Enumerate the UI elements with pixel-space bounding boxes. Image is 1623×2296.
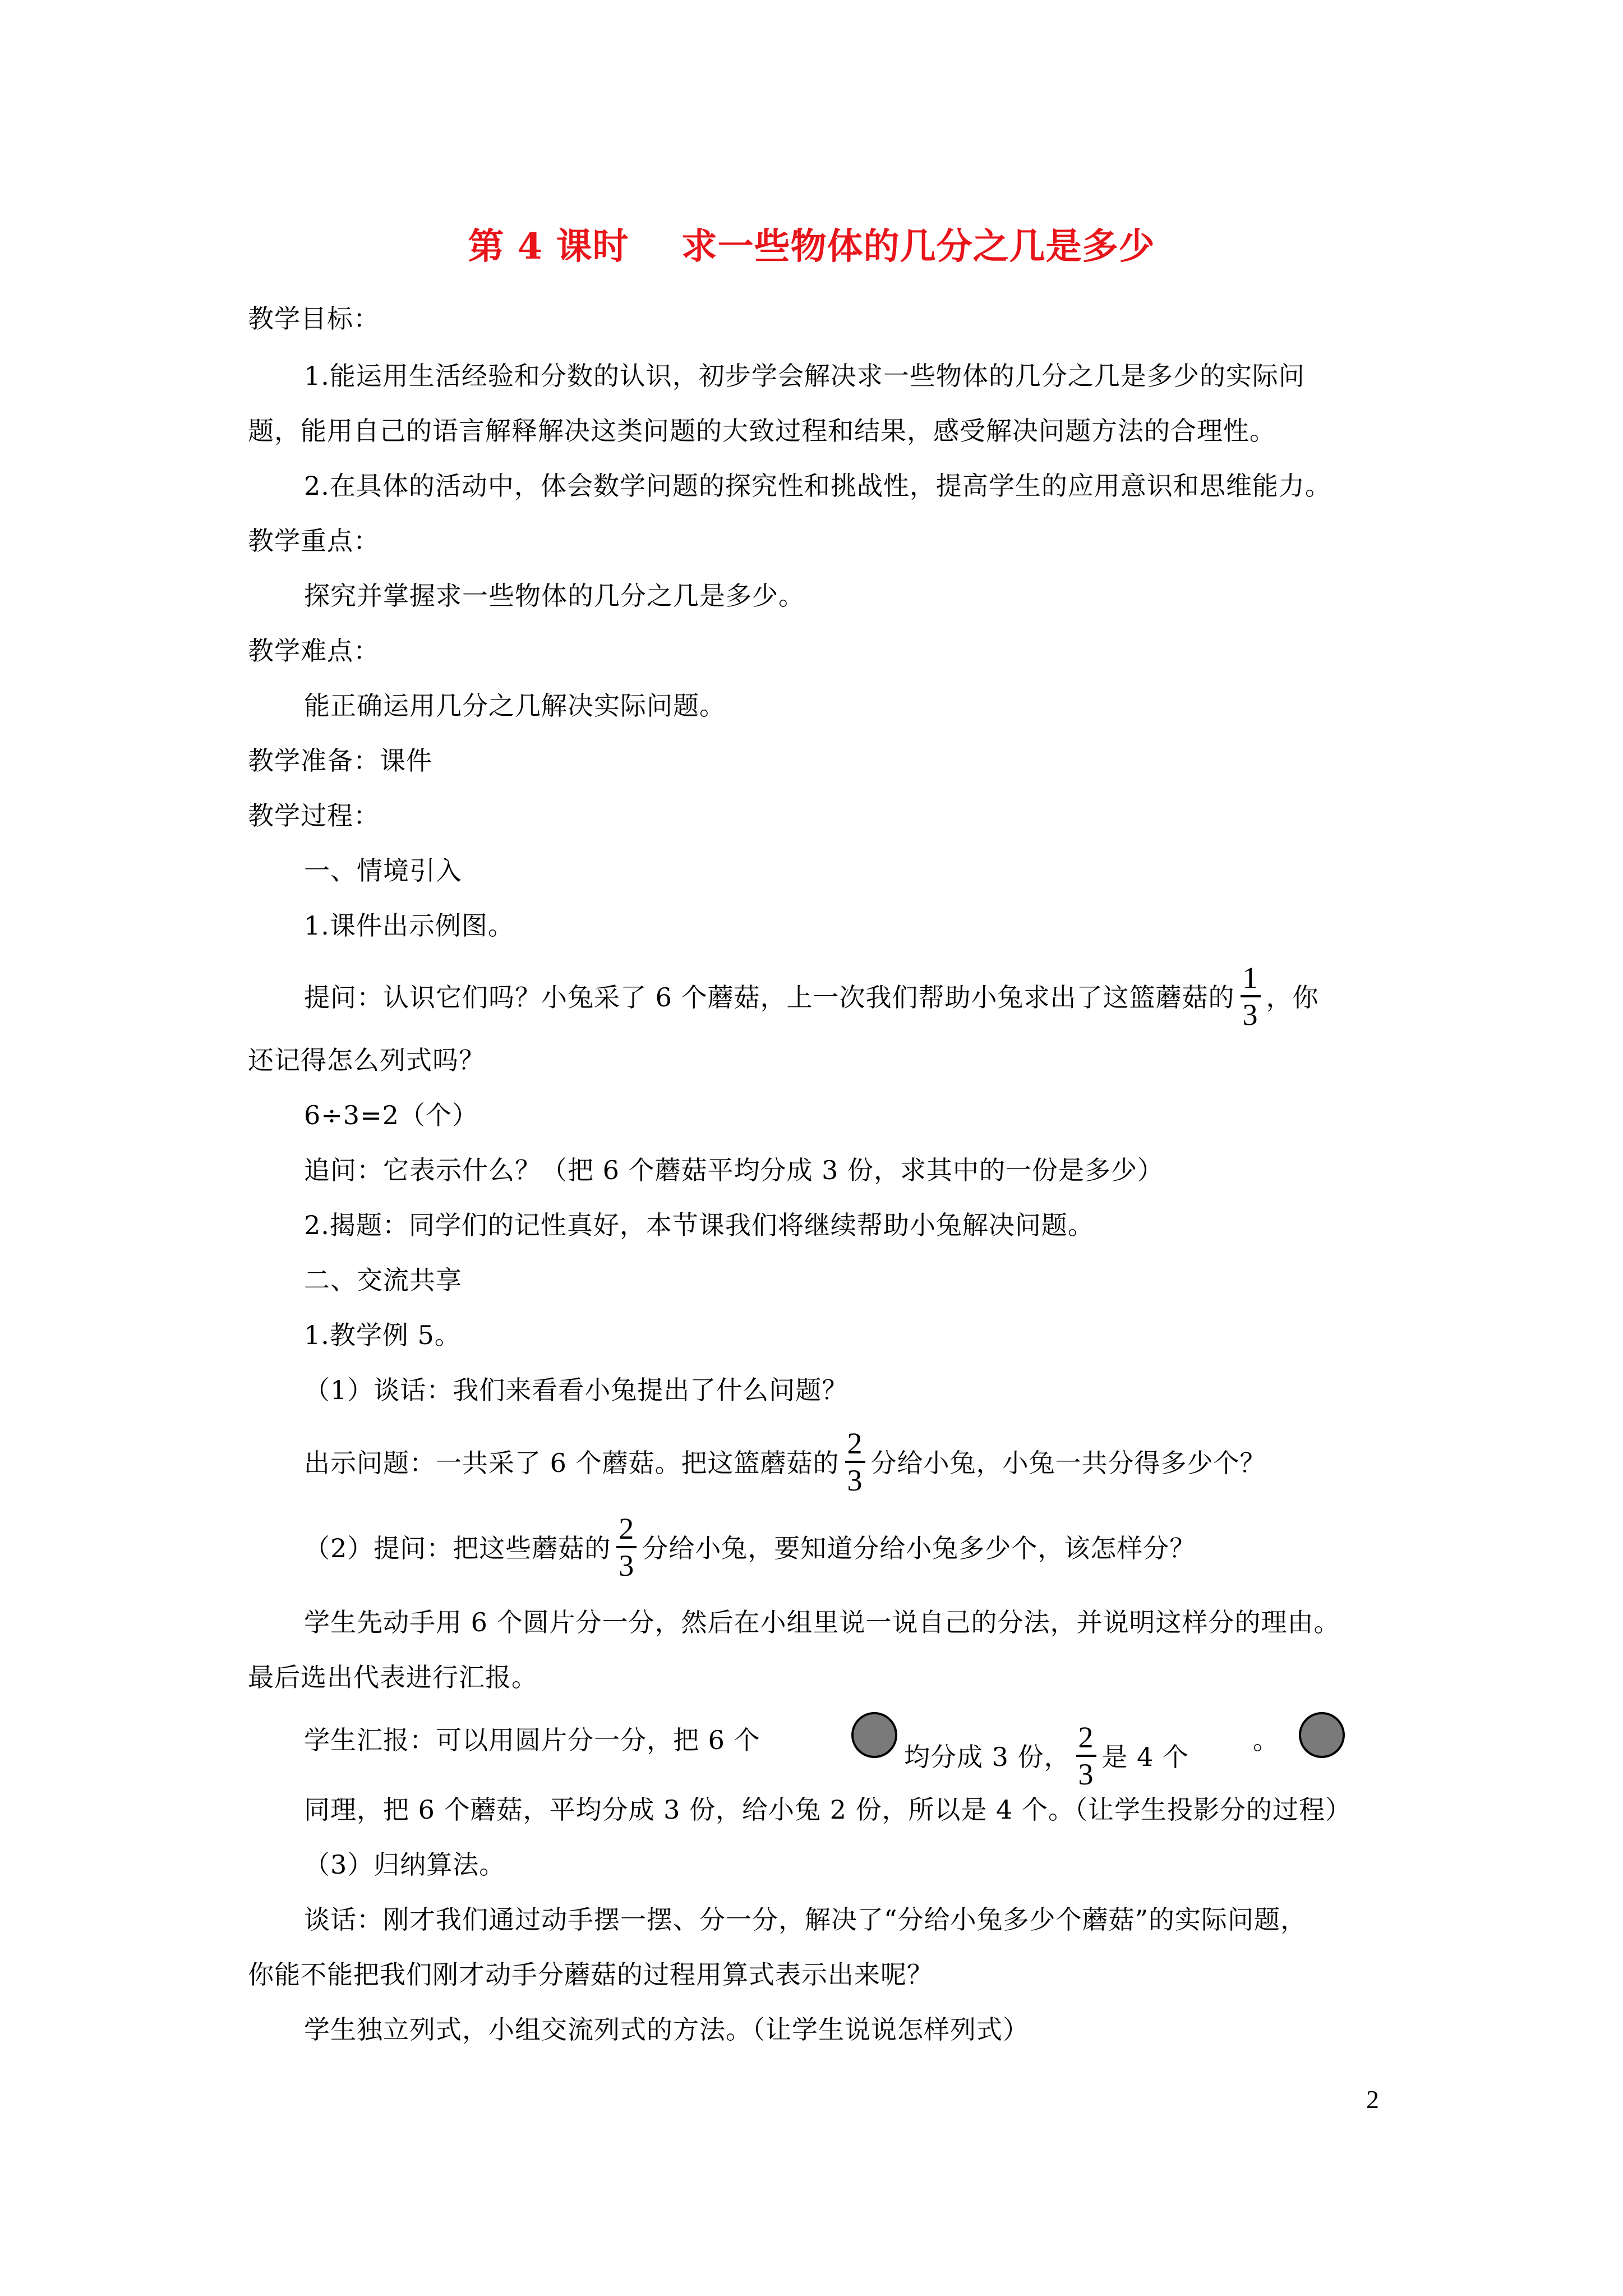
fraction-denominator: 3 [1242,998,1258,1032]
section-2-report [304,1723,760,1757]
page-title: 第 4 课时 求一些物体的几分之几是多少 [468,226,1155,268]
report-text-a: 学生汇报：可以用圆片分一分，把 6 个 [304,1725,760,1755]
fraction-numerator: 2 [1076,1720,1096,1757]
difficulties-text: 能正确运用几分之几解决实际问题。 [304,691,726,721]
objective-2: 2.在具体的活动中，体会数学问题的探究性和挑战性，提高学生的应用意识和思维能力。 [304,471,1331,501]
section-2-summary: （3）归纳算法。 [304,1849,506,1880]
question-text-b: ，你 [1266,982,1319,1013]
section-2-talk: （1）谈话：我们来看看小兔提出了什么问题？ [304,1375,849,1405]
section-2-item-1: 1.教学例 5。 [304,1320,461,1350]
fraction-denominator: 3 [1078,1757,1094,1791]
fraction-numerator: 1 [1241,960,1261,997]
preparation: 教学准备：课件 [248,746,432,776]
ask-text-a: （2）提问：把这些蘑菇的 [304,1533,611,1563]
ask-text-b: 分给小兔，要知道分给小兔多少个，该怎样分？ [642,1533,1196,1563]
question-text-a: 提问：认识它们吗？小兔采了 6 个蘑菇，上一次我们帮助小兔求出了这篮蘑菇的 [304,982,1235,1013]
fraction-numerator: 2 [616,1511,637,1548]
section-1-question-continued: 还记得怎么列式吗？ [248,1045,485,1075]
section-1-followup: 追问：它表示什么？（把 6 个蘑菇平均分成 3 份，求其中的一份是多少） [304,1155,1164,1185]
section-2-report-middle [904,1720,1189,1795]
disc-counter-icon [1299,1712,1345,1758]
section-2-activity-line-1: 学生先动手用 6 个圆片分一分，然后在小组里说一说自己的分法，并说明这样分的理由。 [304,1607,1340,1637]
fraction-denominator: 3 [619,1549,635,1582]
objectives-label: 教学目标： [248,303,380,334]
report-text-c: 是 4 个 [1101,1742,1189,1772]
section-2-ask [304,1512,1196,1586]
difficulties-label: 教学难点： [248,636,380,666]
objective-1-line-1: 1.能运用生活经验和分数的认识，初步学会解决求一些物体的几分之几是多少的实际问 [304,361,1305,391]
fraction-denominator: 3 [847,1464,863,1497]
fraction-one-third [1241,960,1261,1032]
section-2-heading: 二、交流共享 [304,1265,462,1295]
section-2-talk2-line-1: 谈话：刚才我们通过动手摆一摆、分一分，解决了“分给小兔多少个蘑菇”的实际问题， [304,1904,1307,1935]
section-1-item-2: 2.揭题：同学们的记性真好，本节课我们将继续帮助小兔解决问题。 [304,1210,1094,1240]
key-points-text: 探究并掌握求一些物体的几分之几是多少。 [304,581,805,611]
fraction-two-thirds [616,1511,637,1583]
key-points-label: 教学重点： [248,526,380,556]
report-text-b: 均分成 3 份， [904,1742,1071,1772]
fraction-numerator: 2 [845,1426,865,1463]
problem-text-a: 出示问题：一共采了 6 个蘑菇。把这篮蘑菇的 [304,1448,840,1478]
section-1-item-1: 1.课件出示例图。 [304,910,514,941]
section-1-heading: 一、情境引入 [304,855,462,886]
section-1-question [304,961,1319,1036]
objective-1-line-2: 题，能用自己的语言解释解决这类问题的大致过程和结果，感受解决问题方法的合理性。 [248,416,1276,446]
fraction-two-thirds [845,1426,865,1498]
section-2-talk2-line-2: 你能不能把我们刚才动手分蘑菇的过程用算式表示出来呢？ [248,1959,933,1990]
section-2-activity-line-2: 最后选出代表进行汇报。 [248,1662,538,1692]
section-2-problem [304,1429,1266,1501]
section-2-same: 同理，把 6 个蘑菇，平均分成 3 份，给小兔 2 份，所以是 4 个。（让学生投影分的过程） [304,1795,1352,1825]
report-text-d: 。 [1253,1725,1279,1755]
process-label: 教学过程： [248,800,380,831]
section-2-student: 学生独立列式，小组交流列式的方法。（让学生说说怎样列式） [304,2014,1029,2045]
fraction-two-thirds [1076,1720,1096,1792]
section-1-formula: 6÷3=2（个） [304,1100,478,1130]
problem-text-b: 分给小兔，小兔一共分得多少个？ [870,1448,1266,1478]
disc-counter-icon [851,1712,897,1758]
page-number: 2 [1366,2085,1379,2114]
